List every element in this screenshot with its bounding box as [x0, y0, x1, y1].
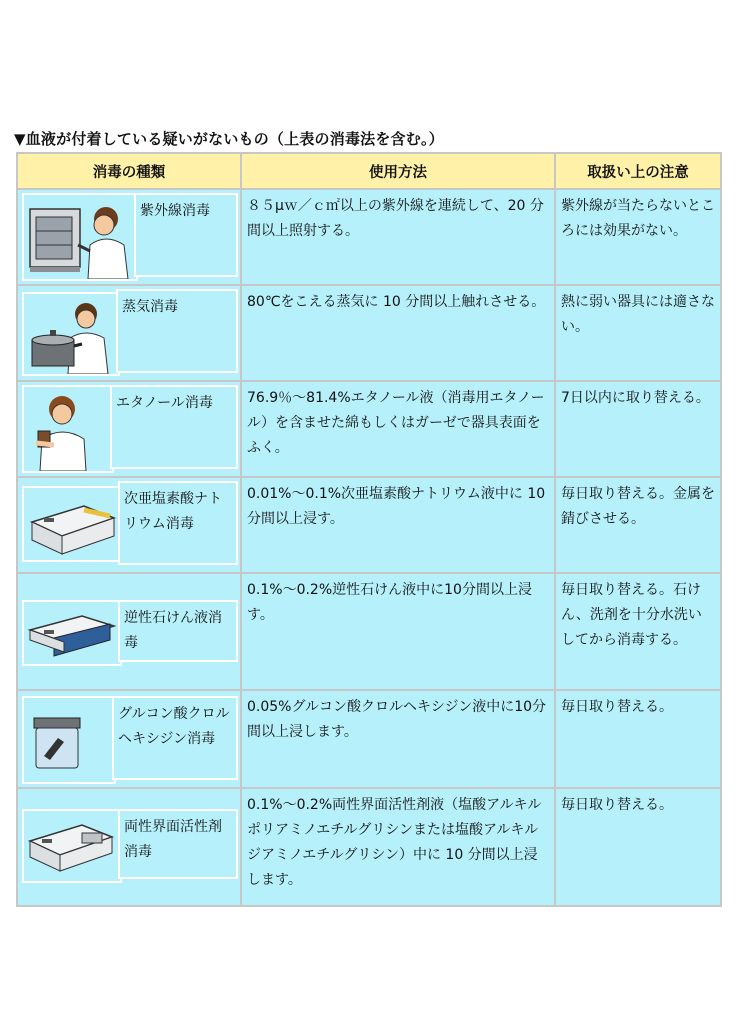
method-cell: ８５μｗ／ｃ㎡以上の紫外線を連続して、20 分間以上照射する。 — [241, 189, 555, 285]
type-name: 両性界面活性剤消毒 — [118, 809, 238, 879]
caution-cell: 毎日取り替える。 — [555, 788, 721, 906]
caution-cell: 7日以内に取り替える。 — [555, 381, 721, 477]
method-cell: 80℃をこえる蒸気に 10 分間以上触れさせる。 — [241, 285, 555, 381]
container-icon — [22, 486, 122, 562]
caution-cell: 毎日取り替える。 — [555, 690, 721, 788]
table-row — [17, 285, 721, 381]
table-row — [17, 381, 721, 477]
caution-cell: 熱に弱い器具には適さない。 — [555, 285, 721, 381]
uv-sterilizer-icon — [22, 193, 138, 281]
caution-cell: 毎日取り替える。石けん、洗剤を十分水洗いしてから消毒する。 — [555, 573, 721, 690]
table-row — [17, 788, 721, 906]
column-header-method: 使用方法 — [241, 153, 555, 189]
type-cell — [17, 285, 241, 381]
table-row — [17, 573, 721, 690]
method-cell: 0.05%グルコン酸クロルヘキシジン液中に10分間以上浸します。 — [241, 690, 555, 788]
type-cell — [17, 381, 241, 477]
table-row — [17, 189, 721, 285]
column-header-type: 消毒の種類 — [17, 153, 241, 189]
type-name: 蒸気消毒 — [116, 289, 238, 373]
disinfection-table — [16, 152, 722, 907]
type-cell — [17, 690, 241, 788]
jar-icon — [22, 696, 116, 784]
lidded-box-icon — [22, 809, 122, 883]
type-cell — [17, 189, 241, 285]
method-cell: 0.01%～0.1%次亜塩素酸ナトリウム液中に 10 分間以上浸す。 — [241, 477, 555, 573]
steam-pot-icon — [22, 292, 120, 376]
type-name: エタノール消毒 — [110, 385, 238, 469]
type-cell — [17, 477, 241, 573]
type-name: 次亜塩素酸ナトリウム消毒 — [118, 481, 238, 565]
table-row — [17, 690, 721, 788]
table-row — [17, 477, 721, 573]
column-header-caution: 取扱い上の注意 — [555, 153, 721, 189]
section-heading: ▼血液が付着している疑いがないもの（上表の消毒法を含む。） — [14, 130, 444, 148]
method-cell: 0.1%～0.2%逆性石けん液中に10分間以上浸す。 — [241, 573, 555, 690]
type-name: 逆性石けん液消毒 — [118, 600, 238, 662]
caution-cell: 紫外線が当たらないところには効果がない。 — [555, 189, 721, 285]
method-cell: 76.9％～81.4%エタノール液（消毒用エタノール）を含ませた綿もしくはガーゼで器具表面をふく。 — [241, 381, 555, 477]
ethanol-wipe-icon — [22, 385, 114, 473]
caution-cell: 毎日取り替える。金属を錆びさせる。 — [555, 477, 721, 573]
table-header-row — [17, 153, 721, 189]
type-name: 紫外線消毒 — [134, 193, 238, 277]
type-cell — [17, 788, 241, 906]
type-cell — [17, 573, 241, 690]
type-name: グルコン酸クロルヘキシジン消毒 — [112, 696, 238, 780]
tray-icon — [22, 600, 122, 666]
method-cell: 0.1%～0.2%両性界面活性剤液（塩酸アルキルポリアミノエチルグリシンまたは塩酸アルキルジアミノエチルグリシン）中に 10 分間以上浸します。 — [241, 788, 555, 906]
